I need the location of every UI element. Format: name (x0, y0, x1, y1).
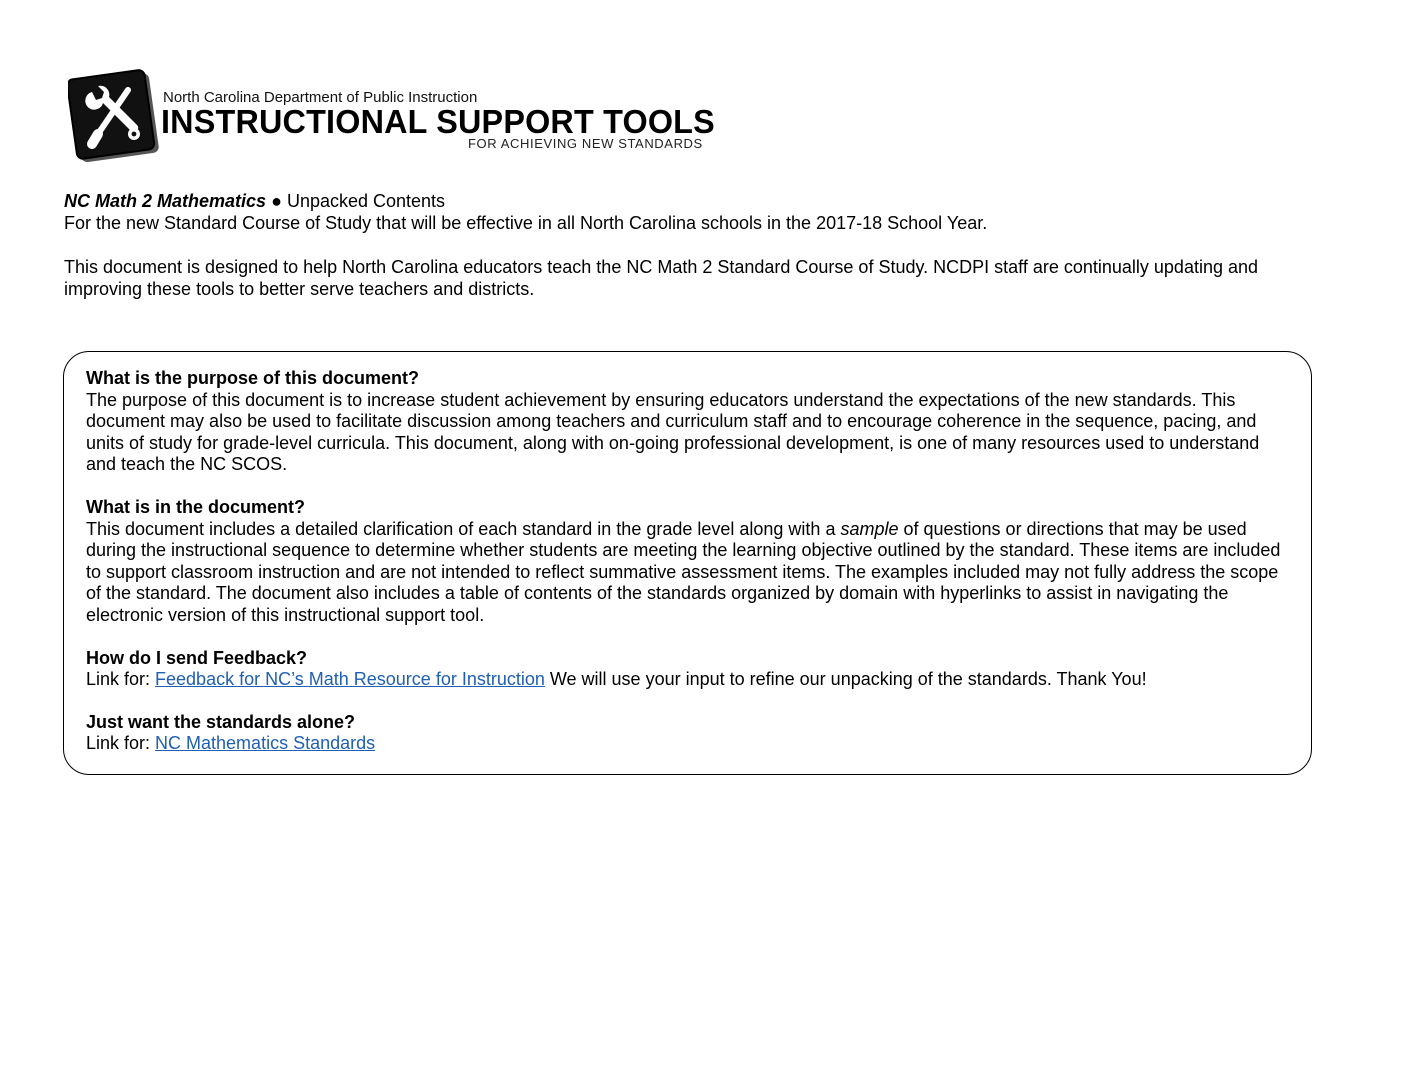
contents-question: What is in the document? (86, 496, 305, 517)
contents-answer-emphasis: sample (840, 518, 899, 539)
effective-statement: For the new Standard Course of Study that will be effective in all North Carolina schools in the 2017-18 School Year. (64, 213, 988, 233)
faq-box (63, 351, 1312, 775)
purpose-question: What is the purpose of this document? (86, 368, 419, 388)
document-heading (64, 190, 1304, 212)
purpose-answer: The purpose of this document is to increase student achievement by ensuring educators understand the expectations of the new standards. This document may also be used to facilitate discussion among teachers and curriculum staff and to encourage coherence in the sequence, pacing, and units of study for grade-level curricula. This document, along with on-going professional development, is one of many resources used to understand and teach the NC SCOS. (86, 389, 1260, 475)
organization-name: North Carolina Department of Public Instruction (163, 89, 478, 106)
standards-section (86, 712, 1291, 755)
standards-question: Just want the standards alone? (86, 711, 356, 732)
standards-link-prefix: Link for: (86, 733, 156, 754)
standards-line (86, 733, 1291, 755)
feedback-link-prefix: Link for: (86, 669, 156, 690)
logo-tagline: FOR ACHIEVING NEW STANDARDS (468, 136, 703, 151)
document-subtitle: Unpacked Contents (286, 191, 446, 211)
contents-answer-start: This document includes a detailed clarification of each standard in the grade level along with a (86, 518, 841, 539)
contents-answer-end: of questions or directions that may be used during the instructional sequence to determine whether students are meeting the learning objective outlined by the standard. These items are included to support classroom instruction and are not intended to reflect summative assessment items. The examples included may not fully address the scope of the standard. The document also includes a table of contents of the standards organized by domain with hyperlinks to assist in navigating the electronic version of this instructional support tool. (86, 518, 1281, 625)
bullet-separator: ● (271, 191, 282, 211)
standards-link[interactable]: NC Mathematics Standards (155, 733, 376, 754)
ncdpi-logo (68, 68, 738, 164)
purpose-section (86, 368, 1291, 476)
contents-section (86, 497, 1291, 627)
purpose-summary: This document is designed to help North Carolina educators teach the NC Math 2 Standard Course of Study. NCDPI staff are continually updating and improving these tools to better serve teachers and districts. (64, 257, 1259, 299)
contents-answer (86, 519, 1291, 627)
intro-section (64, 190, 1304, 300)
feedback-section (86, 648, 1291, 691)
feedback-question: How do I send Feedback? (86, 647, 308, 668)
course-title: NC Math 2 Mathematics (64, 191, 267, 211)
wrench-screwdriver-icon (68, 68, 160, 164)
feedback-line (86, 669, 1291, 691)
logo-title: INSTRUCTIONAL SUPPORT TOOLS (161, 103, 715, 140)
feedback-link[interactable]: Feedback for NC’s Math Resource for Instruction (155, 669, 545, 690)
feedback-note: We will use your input to refine our unpacking of the standards. Thank You! (544, 669, 1147, 690)
